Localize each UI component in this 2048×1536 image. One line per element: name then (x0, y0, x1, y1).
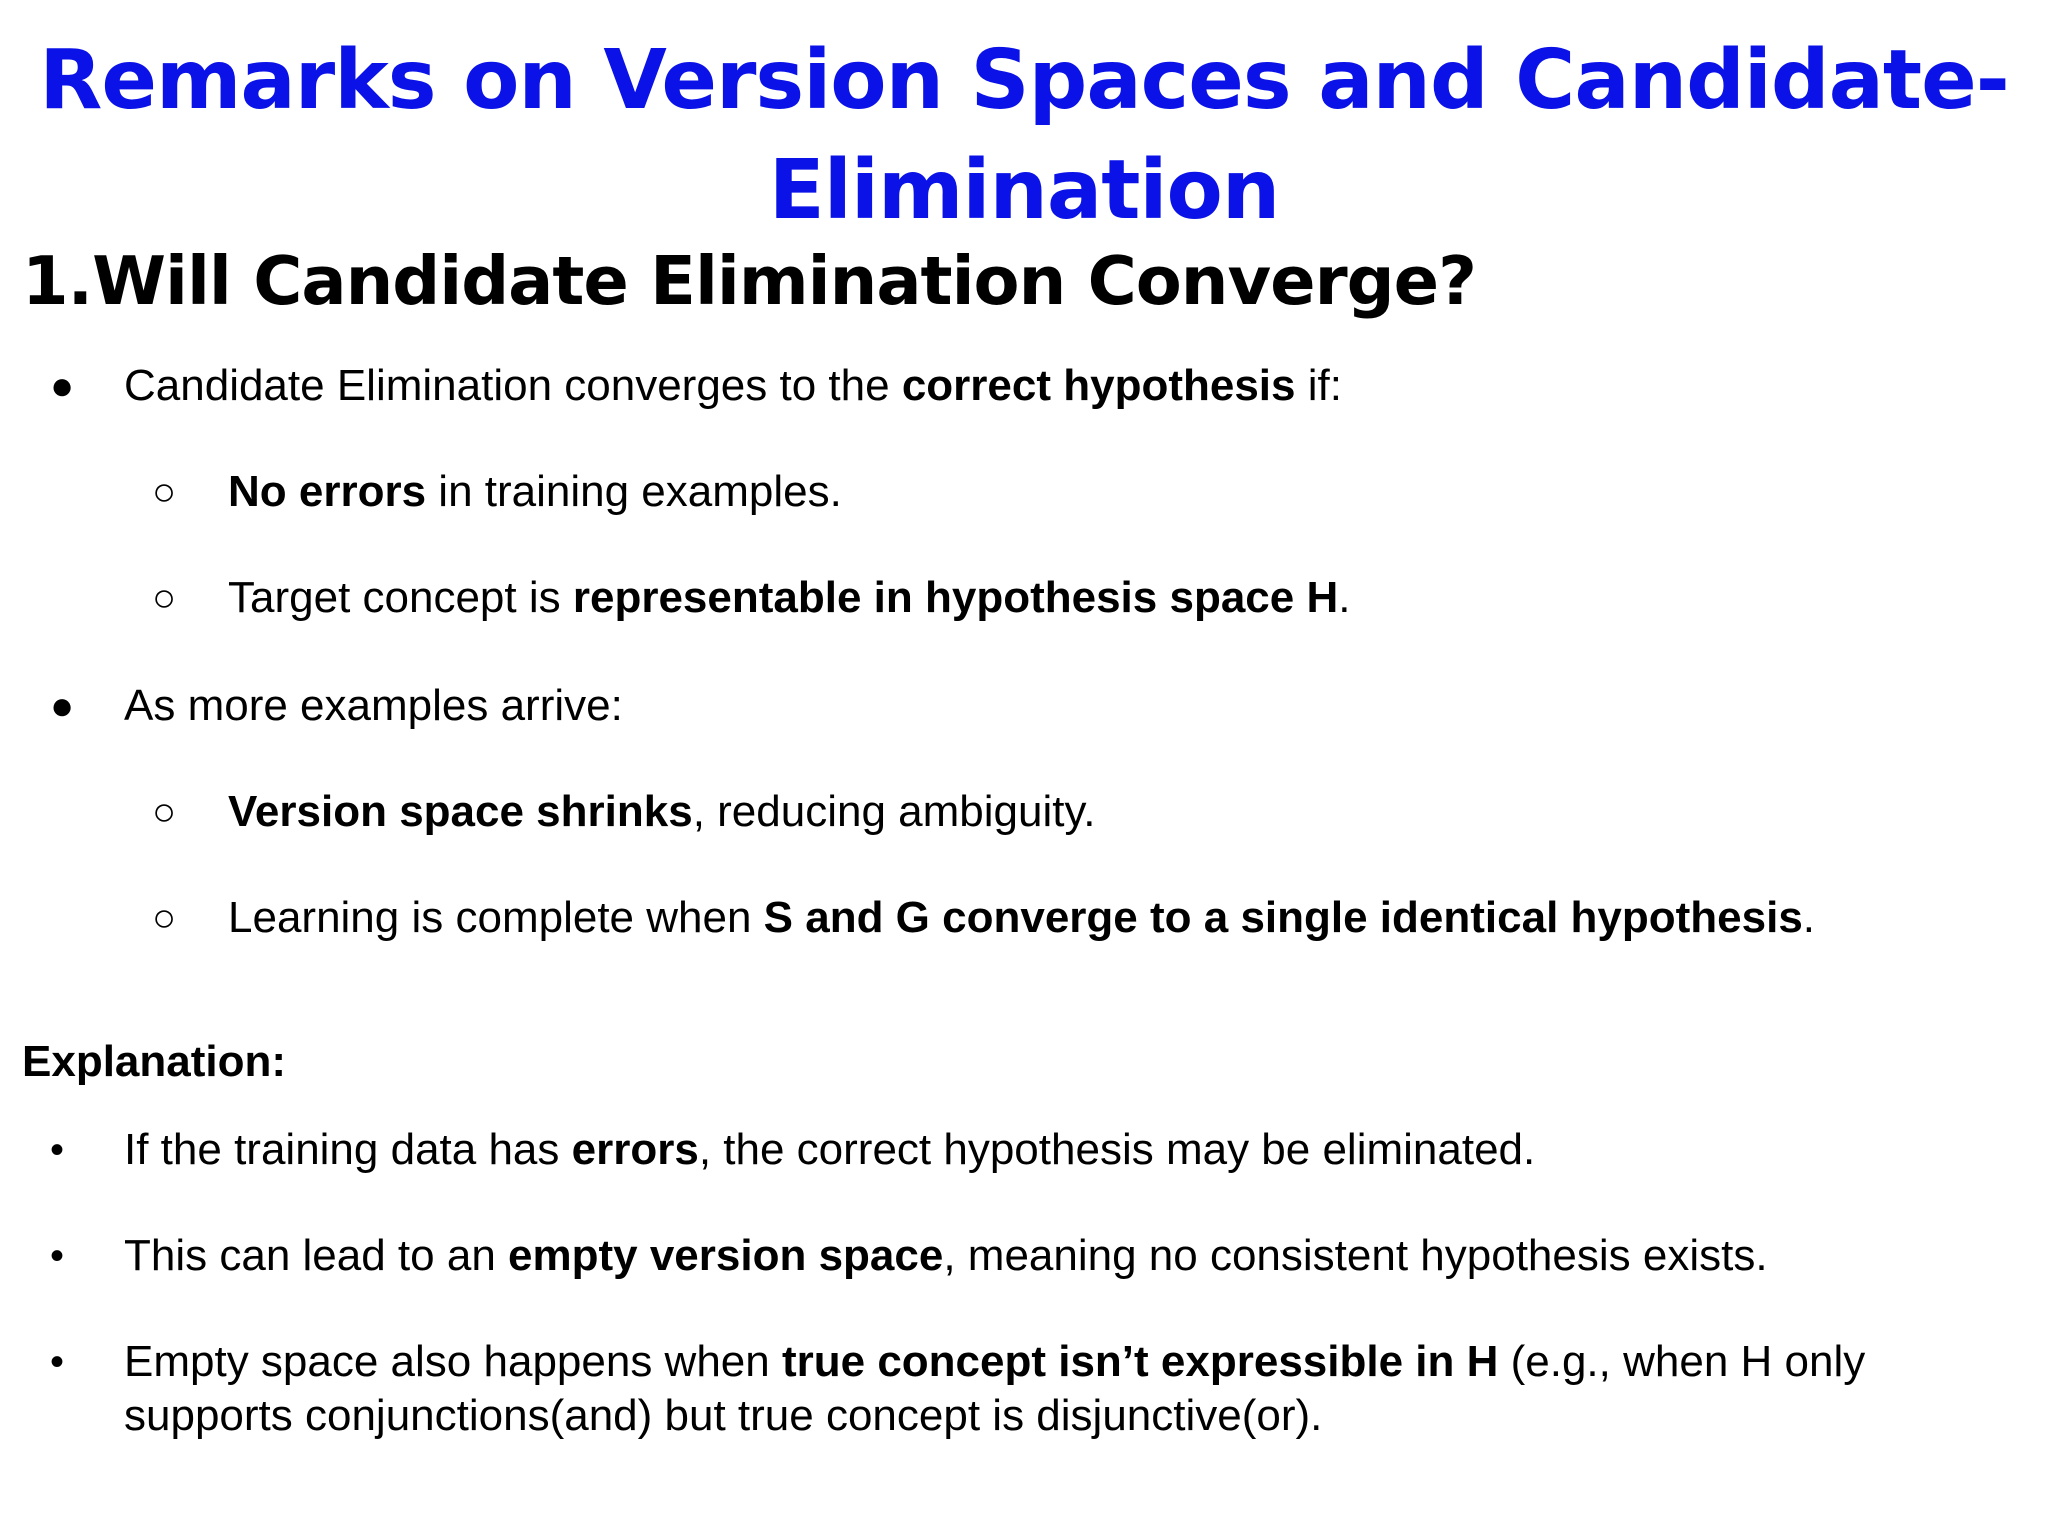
list-item: Empty space also happens when true concept isn’t expressible in H (e.g., when H only (124, 1337, 1866, 1386)
filled-bullet-icon: ● (50, 364, 75, 408)
list-item: Target concept is representable in hypothesis space H. (228, 573, 1351, 622)
list-item-continuation: supports conjunctions(and) but true concept is disjunctive(or). (124, 1391, 1323, 1440)
hollow-bullet-icon: ○ (152, 790, 177, 834)
list-item: If the training data has errors, the correct hypothesis may be eliminated. (124, 1125, 1536, 1174)
filled-bullet-icon: ● (50, 684, 75, 728)
hollow-bullet-icon: ○ (152, 896, 177, 940)
small-bullet-icon: • (50, 1234, 65, 1278)
hollow-bullet-icon: ○ (152, 470, 177, 514)
hollow-bullet-icon: ○ (152, 576, 177, 620)
list-item: As more examples arrive: (124, 681, 623, 730)
small-bullet-icon: • (50, 1340, 65, 1384)
list-item: This can lead to an empty version space, meaning no consistent hypothesis exists. (124, 1231, 1768, 1280)
section-heading: 1.Will Candidate Elimination Converge? (22, 242, 1476, 320)
list-item: Learning is complete when S and G converge to a single identical hypothesis. (228, 893, 1816, 942)
slide-title: Remarks on Version Spaces and Candidate-Elimination (39, 33, 2009, 238)
small-bullet-icon: • (50, 1128, 65, 1172)
list-item: No errors in training examples. (228, 467, 842, 516)
list-item: Candidate Elimination converges to the correct hypothesis if: (124, 361, 1342, 410)
explanation-heading: Explanation: (22, 1037, 287, 1086)
list-item: Version space shrinks, reducing ambiguity. (228, 787, 1096, 836)
